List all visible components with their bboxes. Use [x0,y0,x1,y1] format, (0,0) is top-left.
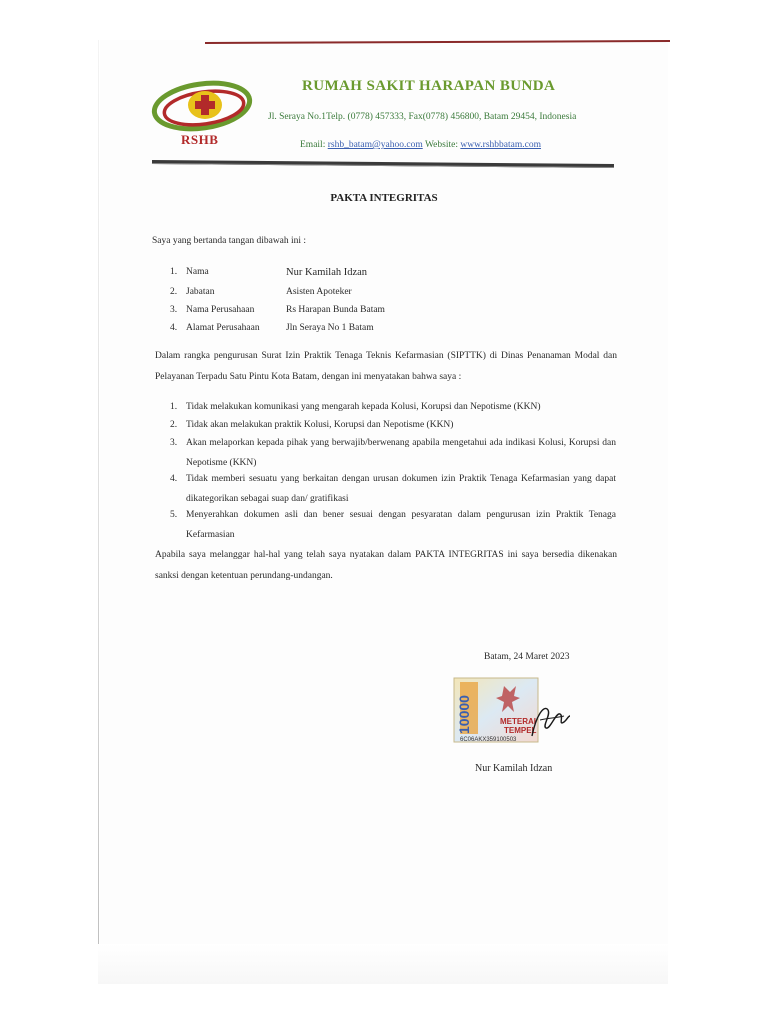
email-link[interactable]: rshb_batam@yahoo.com [327,140,423,150]
field-value: Nur Kamilah Idzan [286,267,368,278]
intro-text: Saya yang bertanda tangan dibawah ini : [152,236,307,246]
stamp-and-signature [452,676,572,748]
field-number: 4. [170,323,178,333]
field-number: 3. [170,305,178,315]
list-text: Menyerahkan dokumen asli dan bener sesuai dengan pesyaratan dalam pengurusan izin Praktik Tenaga Kefarmasian [186,510,616,540]
logo-wordmark: RSHB [181,132,219,147]
field-row-name [170,267,430,283]
field-label: Alamat Perusahaan [186,323,260,333]
list-number: 5. [170,510,178,520]
field-row-company-address [170,323,430,339]
stamp-label-2: TEMPEL [504,726,537,735]
purpose-paragraph: Dalam rangka pengurusan Surat Izin Praktik Tenaga Teknis Kefarmasian (SIPTTK) di Dinas Penanaman Modal dan Pelayanan Terpadu Satu Pintu Kota Batam, dengan ini menyatakan bahwa saya : [155,351,617,382]
hospital-contact [300,140,541,150]
field-value: Rs Harapan Bunda Batam [286,305,385,315]
field-value: Asisten Apoteker [286,287,352,297]
stamp-value: 10000 [456,695,472,734]
list-text: Tidak melakukan komunikasi yang mengarah kepada Kolusi, Korupsi dan Nepotisme (KKN) [186,402,541,412]
field-label: Nama Perusahaan [186,305,255,315]
document-title: PAKTA INTEGRITAS [330,192,438,204]
closing-paragraph: Apabila saya melanggar hal-hal yang telah saya nyatakan dalam PAKTA INTEGRITAS ini saya bersedia dikenakan sanksi dengan ketentuan perundang-undangan. [155,550,617,581]
hospital-name: RUMAH SAKIT HARAPAN BUNDA [302,78,556,94]
email-label: Email: [300,140,326,150]
field-label: Nama [186,267,209,277]
field-number: 1. [170,267,178,277]
hospital-address: Jl. Seraya No.1Telp. (0778) 457333, Fax(0778) 456800, Batam 29454, Indonesia [268,112,577,122]
field-value: Jln Seraya No 1 Batam [286,323,374,333]
list-text: Tidak akan melakukan praktik Kolusi, Korupsi dan Nepotisme (KKN) [186,420,454,430]
field-number: 2. [170,287,178,297]
list-number: 3. [170,438,178,448]
list-text: Akan melaporkan kepada pihak yang berwajib/berwenang apabila mengetahui ada indikasi Kolusi, Korupsi dan Nepotisme (KKN) [186,438,616,468]
meterai-stamp-icon [454,678,538,743]
field-row-company [170,305,430,321]
list-text: Tidak memberi sesuatu yang berkaitan dengan urusan dokumen izin Praktik Tenaga Kefarmasian yang dapat dikategorikan sebagai suap dan/ gratifikasi [186,474,616,504]
list-number: 4. [170,474,178,484]
stamp-serial: 6C06AKX359100503 [460,737,517,743]
field-row-position [170,287,430,303]
stamp-label-1: METERAI [500,717,536,726]
website-label: Website: [424,140,458,150]
list-number: 1. [170,402,178,412]
scan-edge [98,40,99,984]
place-date: Batam, 24 Maret 2023 [484,652,570,662]
signer-name: Nur Kamilah Idzan [475,763,553,774]
website-link[interactable]: www.rshbbatam.com [460,140,541,150]
list-number: 2. [170,420,178,430]
field-label: Jabatan [186,287,215,297]
scan-shadow [98,944,668,984]
